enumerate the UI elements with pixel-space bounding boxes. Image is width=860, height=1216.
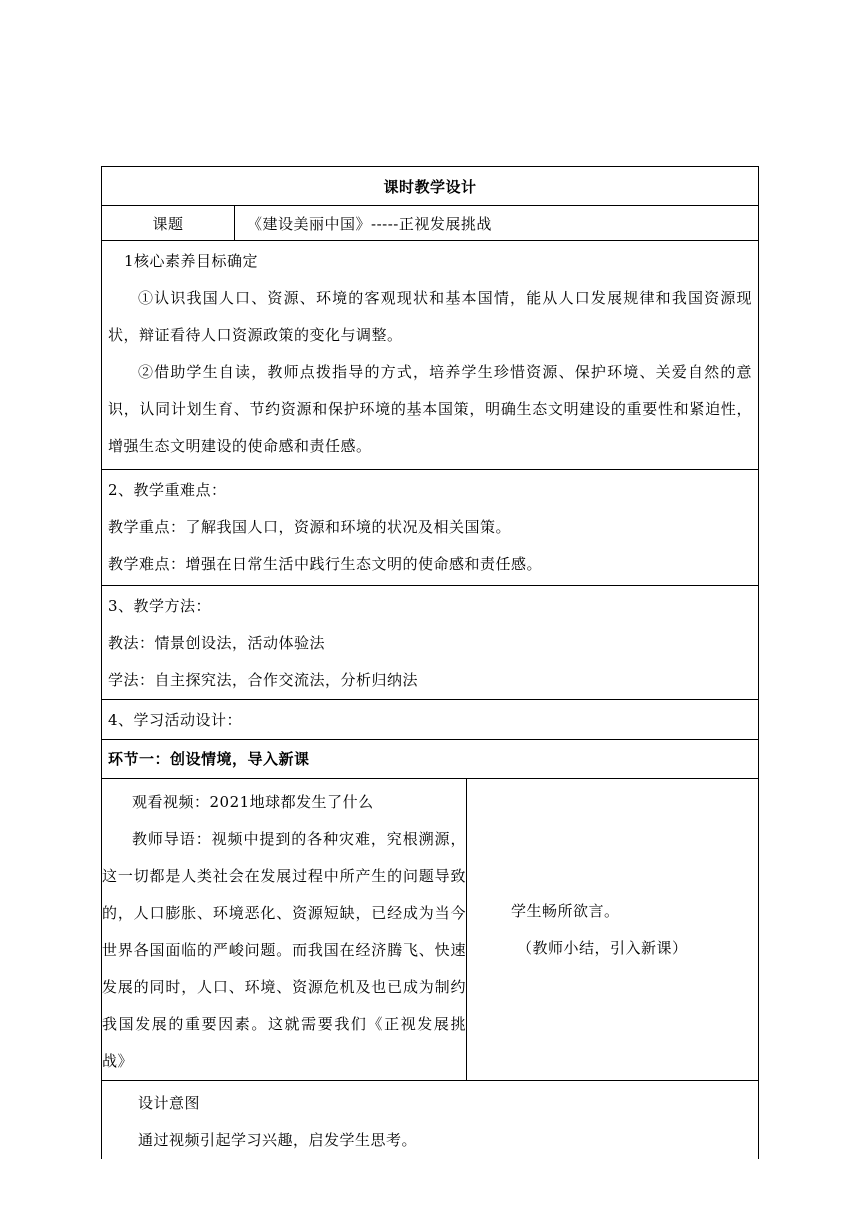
design-intent-heading: 设计意图 bbox=[138, 1094, 201, 1112]
section-key-points bbox=[102, 470, 759, 586]
stage-one-heading: 环节一：创设情境，导入新课 bbox=[108, 750, 310, 768]
key-point-text: 教学重点：了解我国人口，资源和环境的状况及相关国策。 bbox=[108, 518, 512, 536]
core-goals-heading: 1核心素养目标确定 bbox=[124, 252, 259, 270]
subject-label: 课题 bbox=[102, 206, 235, 241]
watch-video-text: 观看视频：2021地球都发生了什么 bbox=[132, 793, 374, 811]
core-goals-para-1: ①认识我国人口、资源、环境的客观现状和基本国情，能从人口发展规律和我国资源现状，辩证看待人口资源政策的变化与调整。 bbox=[108, 289, 753, 344]
key-points-heading: 2、教学重难点： bbox=[108, 481, 227, 499]
design-intent-cell bbox=[102, 1081, 759, 1160]
section-methods bbox=[102, 586, 759, 700]
lesson-design-table bbox=[101, 166, 759, 1159]
teaching-method-text: 教法：情景创设法，活动体验法 bbox=[108, 634, 326, 652]
table-title: 课时教学设计 bbox=[102, 167, 759, 206]
difficult-point-text: 教学难点：增强在日常生活中践行生态文明的使命感和责任感。 bbox=[108, 555, 543, 573]
student-activity-cell bbox=[467, 779, 759, 1081]
section-core-goals bbox=[102, 241, 759, 470]
student-response-text: 学生畅所欲言。 bbox=[511, 901, 620, 920]
methods-heading: 3、教学方法： bbox=[108, 597, 212, 615]
teacher-intro-text: 教师导语：视频中提到的各种灾难，究根溯源，这一切都是人类社会在发展过程中所产生的问题导致的，人口膨胀、环境恶化、资源短缺，已经成为当今世界各国面临的严峻问题。而我国在经济腾飞、快速发展的同时，人口、环境、资源危机及也已成为制约我国发展的重要因素。这就需要我们《正视发展挑战》 bbox=[102, 830, 466, 1070]
design-intent-text: 通过视频引起学习兴趣，启发学生思考。 bbox=[138, 1131, 418, 1149]
core-goals-para-2: ②借助学生自读，教师点拨指导的方式，培养学生珍惜资源、保护环境、关爱自然的意识，认同计划生育、节约资源和保护环境的基本国策，明确生态文明建设的重要性和紧迫性，增强生态文明建设的使命感和责任感。 bbox=[108, 363, 753, 455]
learning-method-text: 学法：自主探究法，合作交流法，分析归纳法 bbox=[108, 671, 419, 689]
section-activities bbox=[102, 700, 759, 740]
teacher-summary-text: （教师小结，引入新课） bbox=[517, 938, 688, 957]
teacher-activity-cell bbox=[102, 779, 467, 1081]
stage-one-heading-cell bbox=[102, 740, 759, 779]
activities-heading: 4、学习活动设计： bbox=[108, 711, 243, 729]
subject-value: 《建设美丽中国》-----正视发展挑战 bbox=[235, 206, 759, 241]
